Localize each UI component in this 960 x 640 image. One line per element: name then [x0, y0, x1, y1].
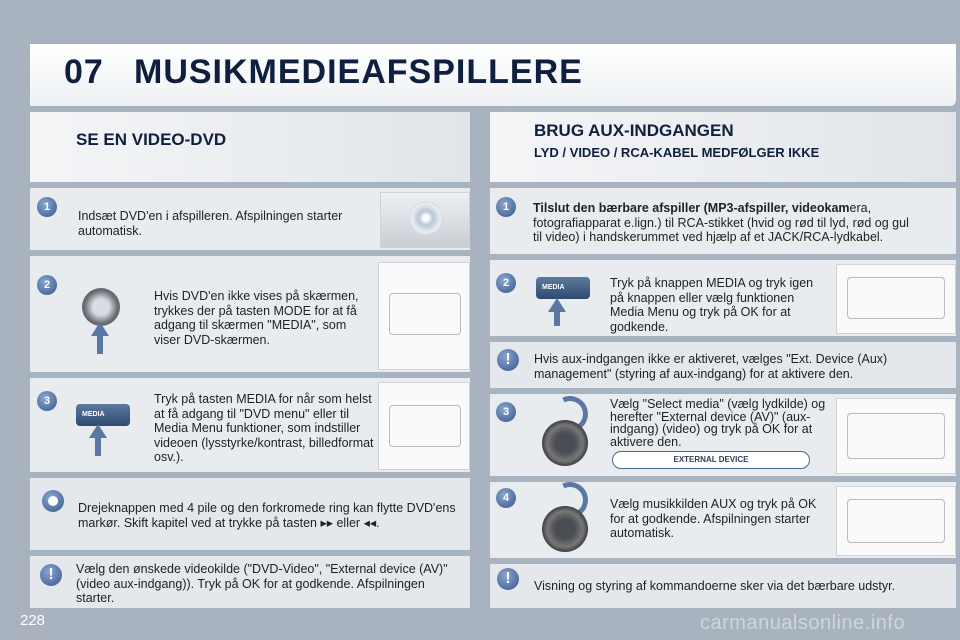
right-step-1-rest: era, fotografiapparat e.lign.) til RCA-stikket (hvid og rød til lyd, rød og gul til video) i handskerummet ved hjælp af et JACK/RCA-lydkabel. [533, 201, 909, 244]
left-warning-text: Vælg den ønskede videokilde ("DVD-Video", "External device (AV)" (video aux-indgang)). Tryk på OK for at godkende. Afspilningen starter. [76, 562, 448, 605]
radio-unit-image [378, 262, 470, 370]
chapter-number: 07 [64, 53, 104, 91]
right-section-title: BRUG AUX-INDGANGEN [534, 121, 734, 140]
dvd-player-image [380, 192, 470, 248]
step-number-badge: 3 [37, 391, 57, 411]
arrow-stem [95, 438, 101, 456]
warning-icon: ! [40, 564, 62, 586]
page-number: 228 [20, 612, 46, 629]
step-number-badge: 1 [496, 197, 516, 217]
page-title: MUSIKMEDIEAFSPILLERE [134, 53, 583, 91]
disc-icon [409, 201, 443, 235]
right-step-3-text: Vælg "Select media" (vælg lydkilde) og herefter "External device (AV)" (aux-indgang) (video) og tryk på OK for at aktivere den. [610, 397, 826, 449]
arrow-up-icon [91, 322, 109, 336]
mode-button-icon [82, 288, 120, 326]
step-number-badge: 3 [496, 402, 516, 422]
knob-icon [542, 506, 588, 552]
external-device-label: EXTERNAL DEVICE [612, 451, 810, 469]
left-step-2-text: Hvis DVD'en ikke vises på skærmen, trykkes der på tasten MODE for at få adgang til skærmen "MEDIA", som viser DVD-skærmen. [154, 289, 359, 347]
knob-icon [542, 420, 588, 466]
radio-panel [847, 277, 945, 319]
step-number-badge: 1 [37, 197, 57, 217]
arrow-up-icon [548, 298, 566, 312]
warning-icon: ! [497, 568, 519, 590]
watermark: carmanualsonline.info [700, 612, 906, 634]
arrow-stem [97, 336, 103, 354]
radio-unit-image [836, 398, 956, 474]
step-number-badge: 2 [37, 275, 57, 295]
step-number-badge: 2 [496, 273, 516, 293]
radio-panel [847, 499, 945, 543]
right-step-4-text: Vælg musikkilden AUX og tryk på OK for at godkende. Afspilningen starter automatisk. [610, 497, 817, 540]
right-warning-2-text: Visning og styring af kommandoerne sker via det bærbare udstyr. [534, 579, 896, 593]
arrow-up-icon [89, 424, 107, 438]
left-step-1-text: Indsæt DVD'en i afspilleren. Afspilningen starter automatisk. [78, 209, 343, 238]
tip-icon [42, 490, 64, 512]
left-tip-text: Drejeknappen med 4 pile og den forkromede ring kan flytte DVD'ens markør. Skift kapitel ved at trykke på tasten ▸▸ eller ◂◂. [78, 501, 456, 530]
left-step-3-text: Tryk på tasten MEDIA for når som helst at få adgang til "DVD menu" eller til Media Menu funktioner, som indstiller videoen (lysstyrke/kontrast, billedformat osv.). [154, 392, 374, 464]
left-section-title: SE EN VIDEO-DVD [76, 130, 227, 149]
radio-panel [847, 413, 945, 459]
radio-panel [389, 405, 461, 447]
warning-icon: ! [497, 349, 519, 371]
right-step-1-bold: Tilslut den bærbare afspiller (MP3-afspiller, videokam [533, 201, 850, 215]
arrow-stem [554, 312, 560, 326]
right-step-1-text [533, 201, 913, 245]
radio-unit-image [836, 264, 956, 334]
media-button-icon: MEDIA [76, 404, 130, 426]
step-number-badge: 4 [496, 488, 516, 508]
media-button-icon: MEDIA [536, 277, 590, 299]
radio-unit-image [836, 486, 956, 556]
right-section-subtitle: LYD / VIDEO / RCA-KABEL MEDFØLGER IKKE [534, 145, 820, 160]
radio-unit-image [378, 382, 470, 470]
sun-core [48, 496, 58, 506]
right-step-2-text: Tryk på knappen MEDIA og tryk igen på knappen eller vælg funktionen Media Menu og tryk på OK for at godkende. [610, 276, 814, 334]
right-warning-1-text: Hvis aux-indgangen ikke er aktiveret, vælges "Ext. Device (Aux) management" (styring af aux-indgang) for at aktivere den. [534, 352, 888, 381]
radio-panel [389, 293, 461, 335]
